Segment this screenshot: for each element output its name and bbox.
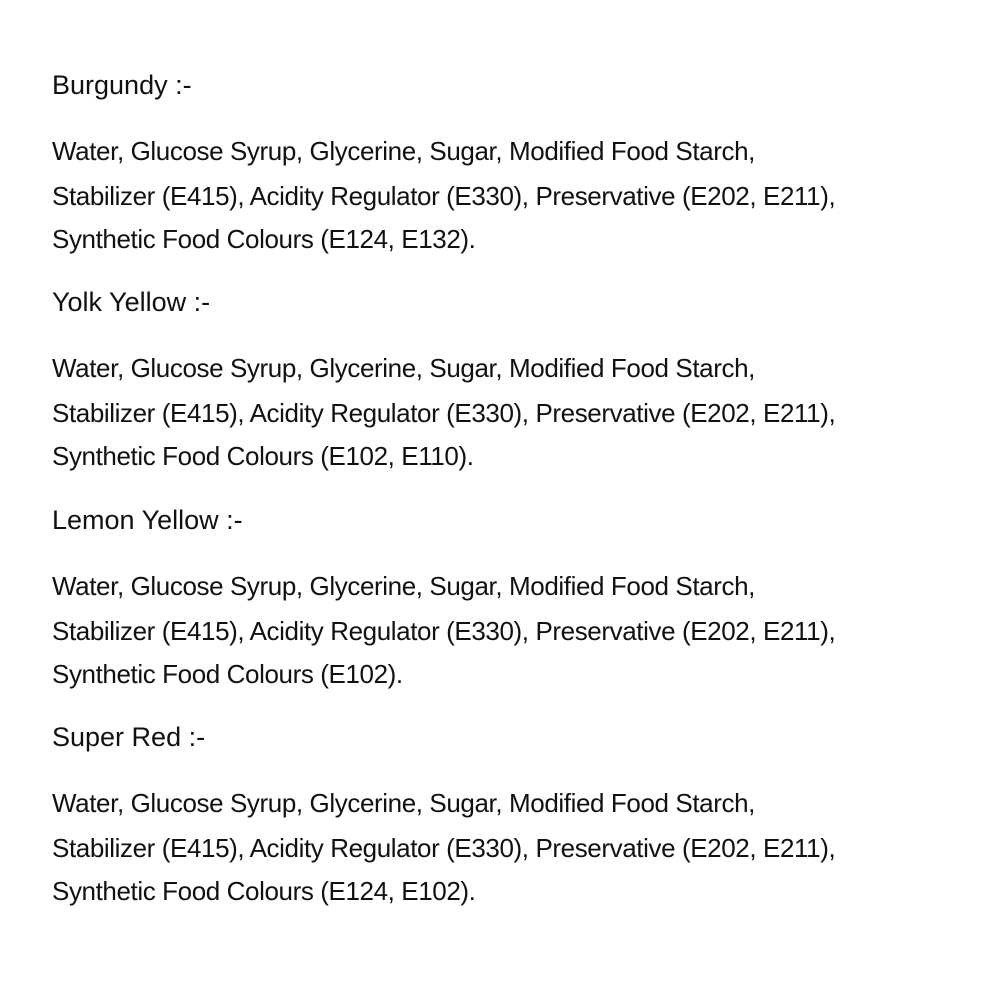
section-heading: Super Red :- xyxy=(52,722,206,752)
ingredients-line: Water, Glucose Syrup, Glycerine, Sugar, Modified Food Starch, xyxy=(52,136,755,166)
ingredients-line: Stabilizer (E415), Acidity Regulator (E330), Preservative (E202, E211), xyxy=(52,398,836,428)
ingredients-line: Synthetic Food Colours (E124, E102). xyxy=(52,876,476,906)
ingredients-line: Water, Glucose Syrup, Glycerine, Sugar, Modified Food Starch, xyxy=(52,353,755,383)
ingredients-line: Water, Glucose Syrup, Glycerine, Sugar, Modified Food Starch, xyxy=(52,788,755,818)
ingredients-line: Water, Glucose Syrup, Glycerine, Sugar, Modified Food Starch, xyxy=(52,571,755,601)
section-heading: Burgundy :- xyxy=(52,70,192,100)
ingredients-line: Stabilizer (E415), Acidity Regulator (E330), Preservative (E202, E211), xyxy=(52,616,836,646)
ingredients-line: Stabilizer (E415), Acidity Regulator (E330), Preservative (E202, E211), xyxy=(52,181,836,211)
ingredients-line: Synthetic Food Colours (E102). xyxy=(52,659,403,689)
ingredients-line: Synthetic Food Colours (E102, E110). xyxy=(52,441,474,471)
ingredients-line: Synthetic Food Colours (E124, E132). xyxy=(52,224,476,254)
section-heading: Yolk Yellow :- xyxy=(52,287,211,317)
section-heading: Lemon Yellow :- xyxy=(52,505,243,535)
ingredients-line: Stabilizer (E415), Acidity Regulator (E330), Preservative (E202, E211), xyxy=(52,833,836,863)
